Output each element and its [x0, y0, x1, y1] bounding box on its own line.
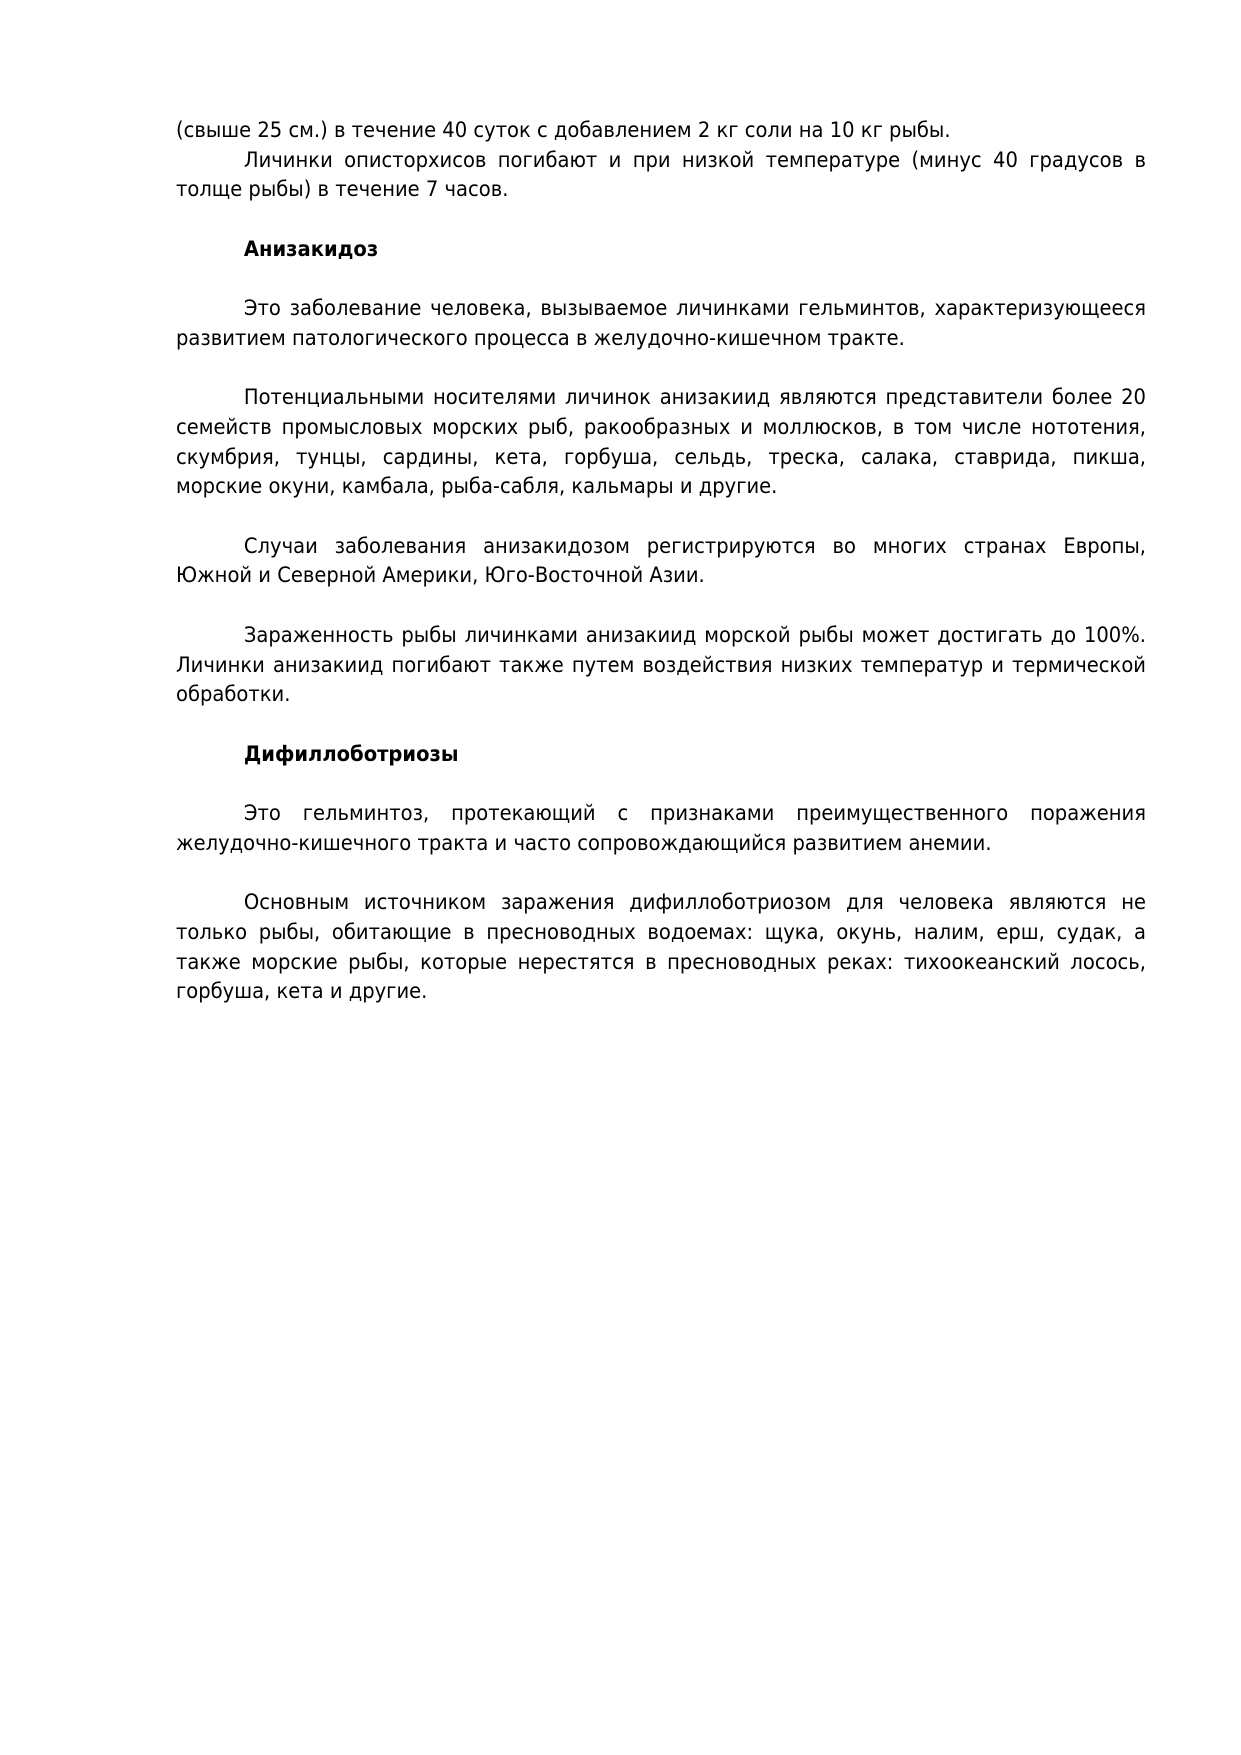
spacer: [176, 354, 1146, 384]
spacer: [176, 858, 1146, 888]
paragraph-salting: (свыше 25 см.) в течение 40 суток с добавлением 2 кг соли на 10 кг рыбы.: [176, 118, 951, 142]
heading-anisakidosis: Анизакидоз: [243, 236, 379, 261]
document-page: [176, 116, 1146, 1007]
spacer: [176, 265, 1146, 295]
heading-diphyllobothriasis: Дифиллоботриозы: [243, 741, 459, 766]
paragraph-diphyllobothriasis-definition: Это гельминтоз, протекающий с признаками преимущественного поражения желудочно-кишечного тракта и часто сопровождающийся развитием анемии.: [176, 801, 1146, 855]
paragraph-low-temperature: Личинки описторхисов погибают и при низкой температуре (минус 40 градусов в толще рыбы) в течение 7 часов.: [176, 147, 1146, 202]
spacer: [176, 591, 1146, 621]
paragraph-anisakidosis-cases: Случаи заболевания анизакидозом регистрируются во многих странах Европы, Южной и Северной Америки, Юго-Восточной Азии.: [176, 533, 1146, 588]
paragraph-infection-rate: Зараженность рыбы личинками анизакиид морской рыбы может достигать до 100%. Личинки анизакиид погибают также путем воздействия низких температур и термической обработки.: [176, 622, 1146, 707]
paragraph-anisakid-carriers: Потенциальными носителями личинок анизакиид являются представители более 20 семейств промысловых морских рыб, ракообразных и моллюсков, в том числе нототения, скумбрия, тунцы, сардины, кета, горбуша, сельдь, треска, салака, ставрида, пикша, морские окуни, камбала, рыба-сабля, кальмары и другие.: [176, 385, 1146, 499]
spacer: [176, 769, 1146, 799]
paragraph-anisakidosis-definition: Это заболевание человека, вызываемое личинками гельминтов, характеризующееся развитием патологического процесса в желудочно-кишечном тракте.: [176, 296, 1146, 350]
spacer: [176, 205, 1146, 235]
paragraph-infection-source: Основным источником заражения дифиллоботриозом для человека являются не только рыбы, обитающие в пресноводных водоемах: щука, окунь, налим, ерш, судак, а также морские рыбы, которые нерестятся в пресноводных реках: тихоокеанский лосось, горбуша, кета и другие.: [176, 890, 1146, 1004]
spacer: [176, 710, 1146, 740]
spacer: [176, 502, 1146, 532]
